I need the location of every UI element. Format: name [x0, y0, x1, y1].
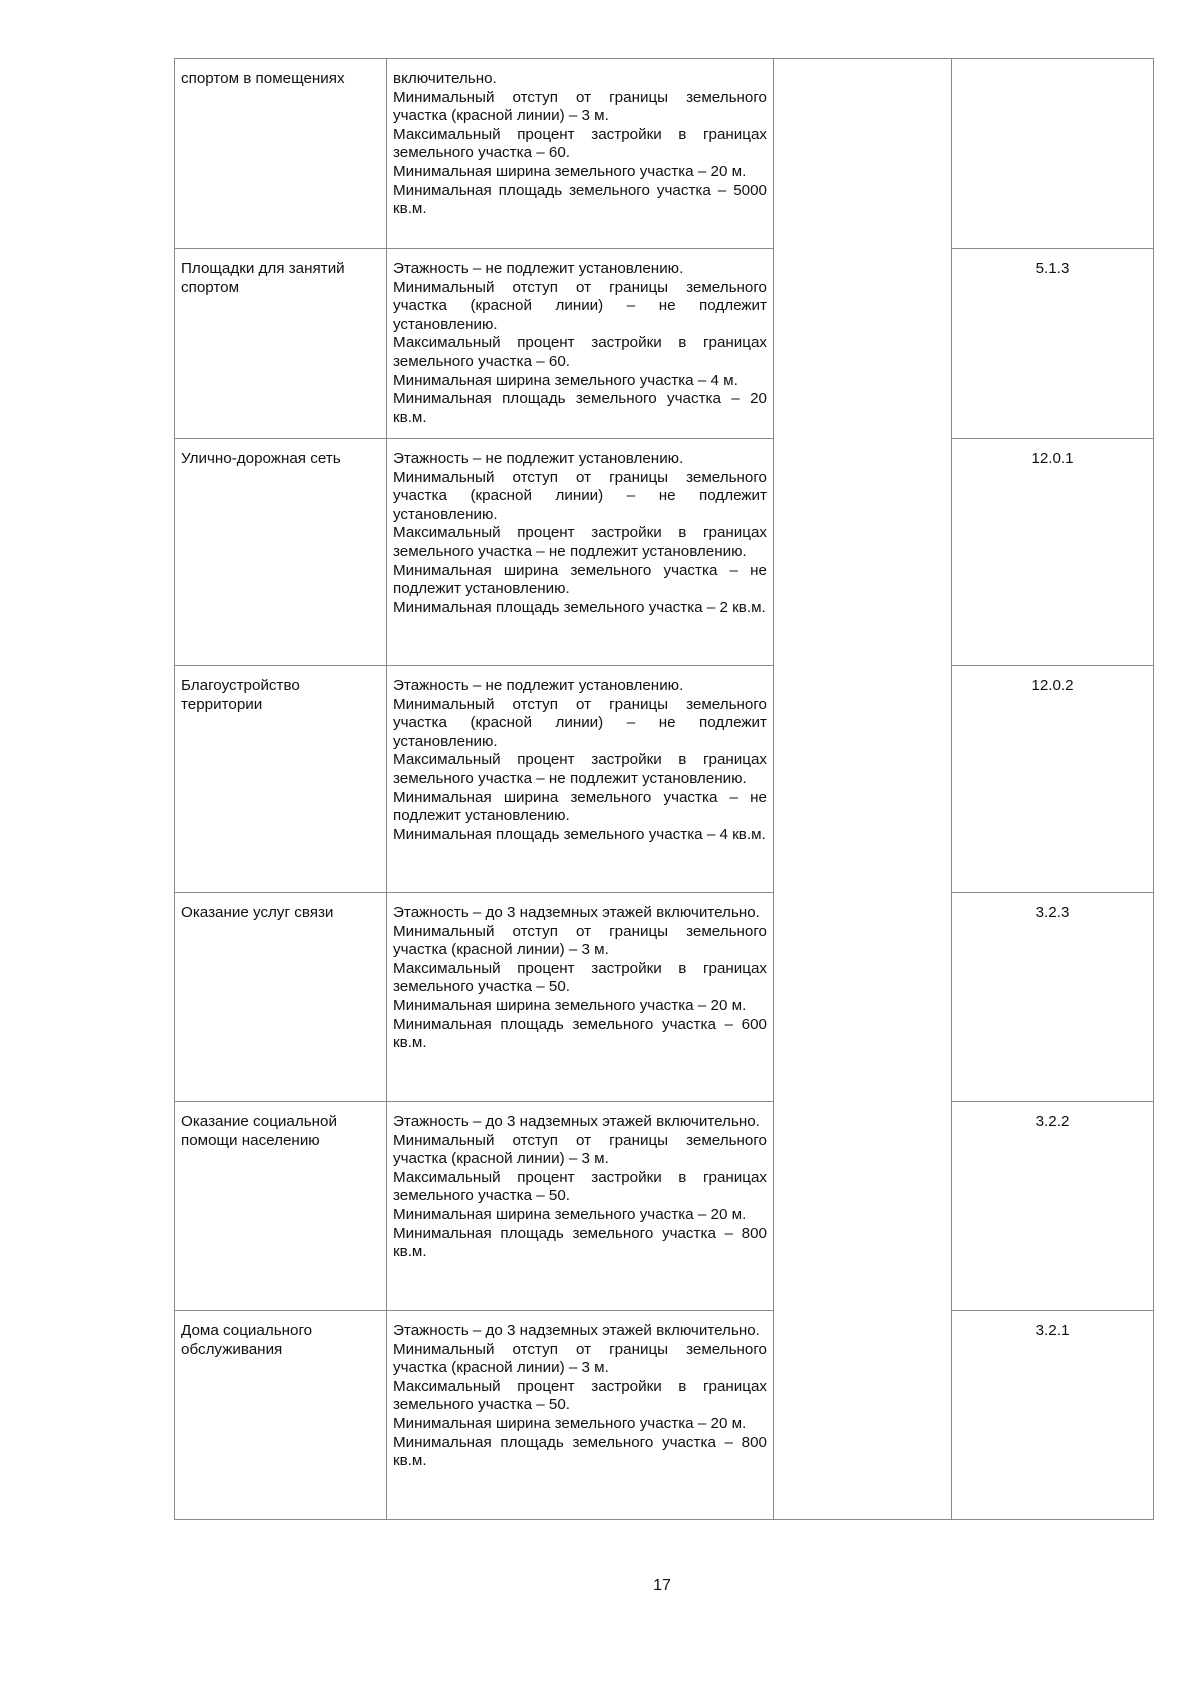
- zoning-table: [174, 58, 1154, 1520]
- parameter-line: Этажность – до 3 надземных этажей включительно.: [393, 1322, 760, 1339]
- parameter-line: Максимальный процент застройки в границах земельного участка – 60.: [393, 125, 767, 162]
- empty-merged-cell: [774, 59, 952, 1520]
- parameters-cell: [387, 666, 774, 893]
- parameter-line: Максимальный процент застройки в границах земельного участка – 50.: [393, 959, 767, 996]
- parameter-line: Минимальная ширина земельного участка – не подлежит установлению.: [393, 788, 767, 825]
- table-row: [175, 1311, 1154, 1520]
- parameter-line: Максимальный процент застройки в границах земельного участка – не подлежит установлению.: [393, 524, 767, 560]
- parameter-line: Максимальный процент застройки в границах земельного участка – 60.: [393, 334, 767, 370]
- parameter-line: Минимальный отступ от границы земельного участка (красной линии) – 3 м.: [393, 88, 767, 125]
- parameter-line: Минимальная ширина земельного участка – 20 м.: [393, 1414, 747, 1432]
- table-row: [175, 439, 1154, 666]
- parameter-line: Минимальный отступ от границы земельного участка (красной линии) – 3 м.: [393, 1340, 767, 1377]
- parameter-line: Минимальная площадь земельного участка – 2 кв.м.: [393, 598, 766, 616]
- land-use-name-cell: Оказание услуг связи: [175, 893, 387, 1102]
- land-use-name-cell: Оказание социальной помощи населению: [175, 1102, 387, 1311]
- code-cell: 3.2.2: [952, 1102, 1154, 1311]
- parameter-line: Минимальный отступ от границы земельного участка (красной линии) – 3 м.: [393, 922, 767, 959]
- parameter-line: Максимальный процент застройки в границах земельного участка – 50.: [393, 1377, 767, 1414]
- zoning-table-body: [175, 59, 1154, 1520]
- parameter-line: Минимальная ширина земельного участка – 20 м.: [393, 996, 747, 1014]
- parameter-line: Максимальный процент застройки в границах земельного участка – 50.: [393, 1168, 767, 1205]
- parameter-line: включительно.: [393, 70, 497, 87]
- parameter-line: Минимальная площадь земельного участка – 20 кв.м.: [393, 390, 767, 426]
- parameters-cell: [387, 893, 774, 1102]
- parameter-line: Минимальный отступ от границы земельного участка (красной линии) – не подлежит установлению.: [393, 468, 767, 523]
- code-cell: [952, 59, 1154, 249]
- table-row: [175, 893, 1154, 1102]
- page-number: 17: [653, 1577, 671, 1594]
- land-use-name-cell: Благоустройство территории: [175, 666, 387, 893]
- parameter-line: Этажность – не подлежит установлению.: [393, 677, 684, 694]
- code-cell: 12.0.1: [952, 439, 1154, 666]
- parameter-line: Минимальный отступ от границы земельного участка (красной линии) – 3 м.: [393, 1131, 767, 1168]
- parameter-line: Минимальная ширина земельного участка – не подлежит установлению.: [393, 561, 767, 598]
- parameter-line: Минимальная ширина земельного участка – 4 м.: [393, 371, 738, 389]
- parameter-line: Минимальный отступ от границы земельного участка (красной линии) – не подлежит установлению.: [393, 278, 767, 333]
- table-row: [175, 59, 1154, 249]
- parameters-cell: [387, 59, 774, 249]
- parameter-line: Минимальная площадь земельного участка – 5000 кв.м.: [393, 181, 767, 218]
- table-row: [175, 249, 1154, 439]
- parameter-line: Этажность – не подлежит установлению.: [393, 450, 684, 467]
- parameter-line: Минимальная площадь земельного участка – 800 кв.м.: [393, 1433, 767, 1470]
- parameter-line: Минимальная площадь земельного участка – 4 кв.м.: [393, 825, 766, 843]
- parameter-line: Этажность – не подлежит установлению.: [393, 260, 684, 277]
- parameters-cell: [387, 1311, 774, 1520]
- parameter-line: Максимальный процент застройки в границах земельного участка – не подлежит установлению.: [393, 751, 767, 787]
- code-cell: 3.2.1: [952, 1311, 1154, 1520]
- code-cell: 5.1.3: [952, 249, 1154, 439]
- parameter-line: Минимальный отступ от границы земельного участка (красной линии) – не подлежит установлению.: [393, 695, 767, 750]
- parameter-line: Минимальная ширина земельного участка – 20 м.: [393, 162, 747, 180]
- code-cell: 3.2.3: [952, 893, 1154, 1102]
- land-use-name-cell: Площадки для занятий спортом: [175, 249, 387, 439]
- parameters-cell: [387, 439, 774, 666]
- table-row: [175, 1102, 1154, 1311]
- parameters-cell: [387, 1102, 774, 1311]
- parameter-line: Минимальная площадь земельного участка – 800 кв.м.: [393, 1224, 767, 1261]
- land-use-name-cell: спортом в помещениях: [175, 59, 387, 249]
- parameter-line: Этажность – до 3 надземных этажей включительно.: [393, 904, 760, 921]
- parameter-line: Минимальная площадь земельного участка – 600 кв.м.: [393, 1015, 767, 1052]
- code-cell: 12.0.2: [952, 666, 1154, 893]
- land-use-name-cell: Дома социального обслуживания: [175, 1311, 387, 1520]
- table-row: [175, 666, 1154, 893]
- parameter-line: Минимальная ширина земельного участка – 20 м.: [393, 1205, 747, 1223]
- land-use-name-cell: Улично-дорожная сеть: [175, 439, 387, 666]
- parameter-line: Этажность – до 3 надземных этажей включительно.: [393, 1113, 760, 1130]
- parameters-cell: [387, 249, 774, 439]
